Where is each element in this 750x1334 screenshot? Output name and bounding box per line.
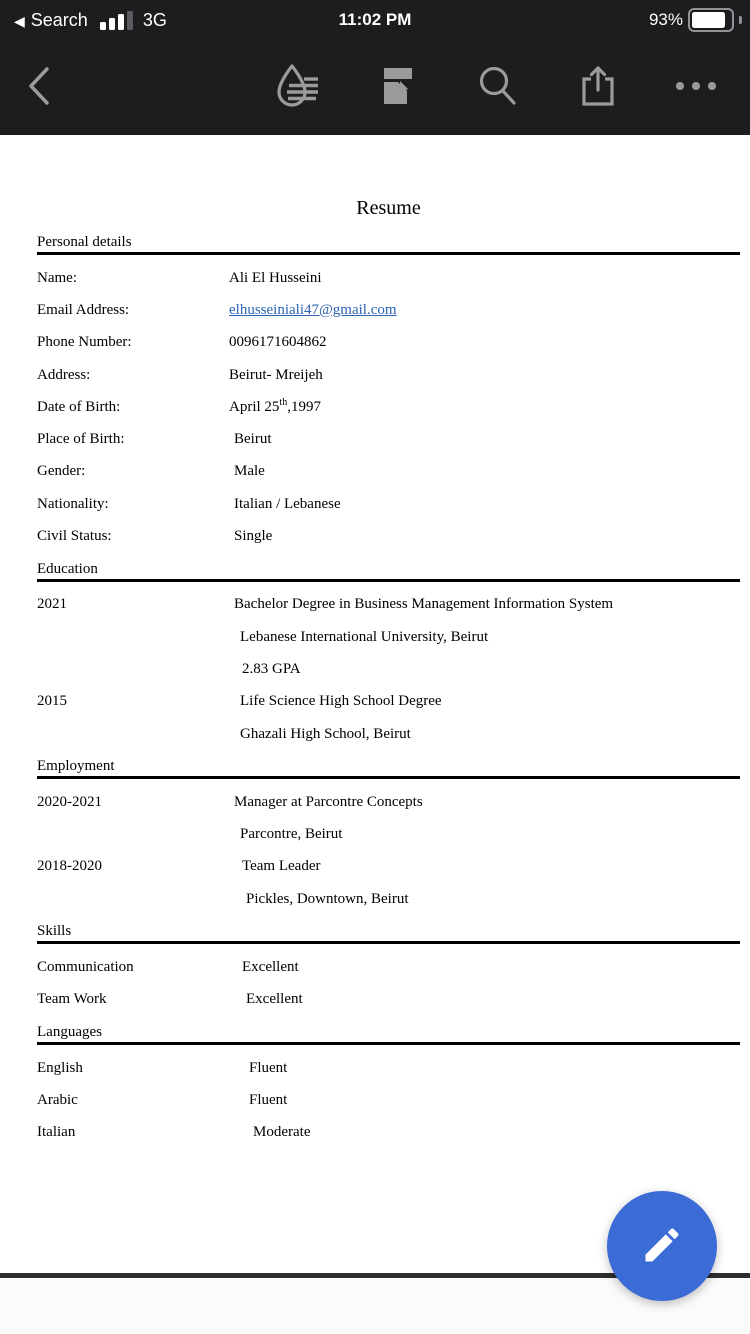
chevron-left-icon bbox=[23, 64, 53, 111]
year-label: 2021 bbox=[37, 596, 67, 613]
employment-row bbox=[37, 883, 740, 915]
ellipsis-icon bbox=[674, 80, 718, 95]
clock: 11:02 PM bbox=[338, 10, 412, 29]
employment-rows bbox=[37, 786, 740, 915]
page-layout-icon bbox=[382, 65, 414, 110]
field-label: Email Address: bbox=[37, 301, 130, 318]
field-value: Single bbox=[234, 528, 273, 545]
document-page bbox=[0, 135, 750, 1273]
employment-value: Team Leader bbox=[242, 858, 321, 875]
back-to-app-icon: ◀ bbox=[14, 13, 25, 29]
language-label: Italian bbox=[37, 1124, 76, 1141]
year-label: 2018-2020 bbox=[37, 858, 102, 875]
field-label: Civil Status: bbox=[37, 528, 112, 545]
employment-row bbox=[37, 786, 740, 818]
language-value: Fluent bbox=[249, 1091, 288, 1108]
skill-value: Excellent bbox=[246, 991, 303, 1008]
field-label: Address: bbox=[37, 366, 91, 383]
detail-row bbox=[37, 391, 740, 423]
language-row bbox=[37, 1084, 740, 1116]
field-label: Gender: bbox=[37, 463, 86, 480]
battery-percent: 93% bbox=[648, 10, 683, 29]
employment-row bbox=[37, 851, 740, 883]
mobile-view-icon bbox=[274, 61, 322, 114]
field-value: Italian / Lebanese bbox=[234, 495, 341, 512]
field-label: Phone Number: bbox=[37, 334, 132, 351]
skill-row bbox=[37, 984, 740, 1016]
education-value: Ghazali High School, Beirut bbox=[240, 725, 411, 742]
language-label: English bbox=[37, 1059, 83, 1076]
status-bar bbox=[0, 0, 750, 40]
field-label: Place of Birth: bbox=[37, 431, 125, 448]
education-rows bbox=[37, 589, 740, 750]
education-value: Lebanese International University, Beirut bbox=[240, 628, 489, 645]
detail-row bbox=[37, 488, 740, 520]
field-value: April 25th,1997 bbox=[229, 396, 321, 415]
detail-row bbox=[37, 359, 740, 391]
languages-rows bbox=[37, 1052, 740, 1149]
share-icon bbox=[576, 62, 620, 113]
language-row bbox=[37, 1117, 740, 1149]
back-button[interactable] bbox=[12, 60, 64, 114]
section-heading-education: Education bbox=[37, 559, 740, 582]
share-button[interactable] bbox=[572, 60, 624, 114]
education-row bbox=[37, 621, 740, 653]
section-heading-employment: Employment bbox=[37, 756, 740, 779]
personal-details-rows bbox=[37, 262, 740, 553]
year-label: 2015 bbox=[37, 693, 67, 710]
detail-row bbox=[37, 294, 740, 326]
network-type: 3G bbox=[142, 9, 167, 30]
education-row bbox=[37, 718, 740, 750]
field-value: Male bbox=[234, 463, 265, 480]
employment-value: Parcontre, Beirut bbox=[240, 826, 343, 843]
employment-value: Pickles, Downtown, Beirut bbox=[246, 890, 409, 907]
detail-row bbox=[37, 262, 740, 294]
email-link[interactable]: elhusseiniali47@gmail.com bbox=[229, 301, 397, 318]
page-layout-button[interactable] bbox=[372, 60, 424, 114]
more-options-button[interactable] bbox=[670, 60, 722, 114]
skill-label: Team Work bbox=[37, 991, 107, 1008]
battery-icon bbox=[688, 8, 734, 32]
field-label: Date of Birth: bbox=[37, 398, 121, 415]
skill-value: Excellent bbox=[242, 958, 299, 975]
year-label: 2020-2021 bbox=[37, 793, 102, 810]
field-value: Beirut bbox=[234, 431, 272, 448]
skill-row bbox=[37, 951, 740, 983]
education-row bbox=[37, 653, 740, 685]
search-button[interactable] bbox=[472, 60, 524, 114]
edit-fab-button[interactable] bbox=[607, 1191, 717, 1301]
mobile-view-button[interactable] bbox=[272, 60, 324, 114]
education-value: Life Science High School Degree bbox=[240, 693, 442, 710]
battery-status bbox=[649, 0, 742, 40]
detail-row bbox=[37, 327, 740, 359]
skill-label: Communication bbox=[37, 958, 134, 975]
language-row bbox=[37, 1052, 740, 1084]
employment-value: Manager at Parcontre Concepts bbox=[234, 793, 423, 810]
document-title: Resume bbox=[356, 197, 421, 219]
pencil-icon bbox=[640, 1223, 684, 1270]
app-header bbox=[0, 0, 750, 135]
section-heading-personal-details: Personal details bbox=[37, 232, 740, 255]
search-icon bbox=[476, 63, 520, 112]
field-value: 0096171604862 bbox=[229, 334, 327, 351]
employment-row bbox=[37, 818, 740, 850]
section-heading-skills: Skills bbox=[37, 921, 740, 944]
detail-row bbox=[37, 456, 740, 488]
detail-row bbox=[37, 520, 740, 552]
field-label: Nationality: bbox=[37, 495, 109, 512]
language-value: Fluent bbox=[249, 1059, 288, 1076]
section-heading-languages: Languages bbox=[37, 1022, 740, 1045]
field-value: Ali El Husseini bbox=[229, 269, 322, 286]
language-value: Moderate bbox=[253, 1124, 311, 1141]
education-row bbox=[37, 589, 740, 621]
skills-rows bbox=[37, 951, 740, 1016]
field-value: Beirut- Mreijeh bbox=[229, 366, 323, 383]
battery-nub bbox=[739, 16, 742, 24]
document-toolbar bbox=[0, 40, 750, 135]
language-label: Arabic bbox=[37, 1091, 78, 1108]
education-value: Bachelor Degree in Business Management Information System bbox=[234, 596, 614, 613]
education-value: 2.83 GPA bbox=[242, 660, 301, 677]
detail-row bbox=[37, 423, 740, 455]
education-row bbox=[37, 686, 740, 718]
back-to-app-label: Search bbox=[30, 9, 88, 30]
field-label: Name: bbox=[37, 269, 77, 286]
